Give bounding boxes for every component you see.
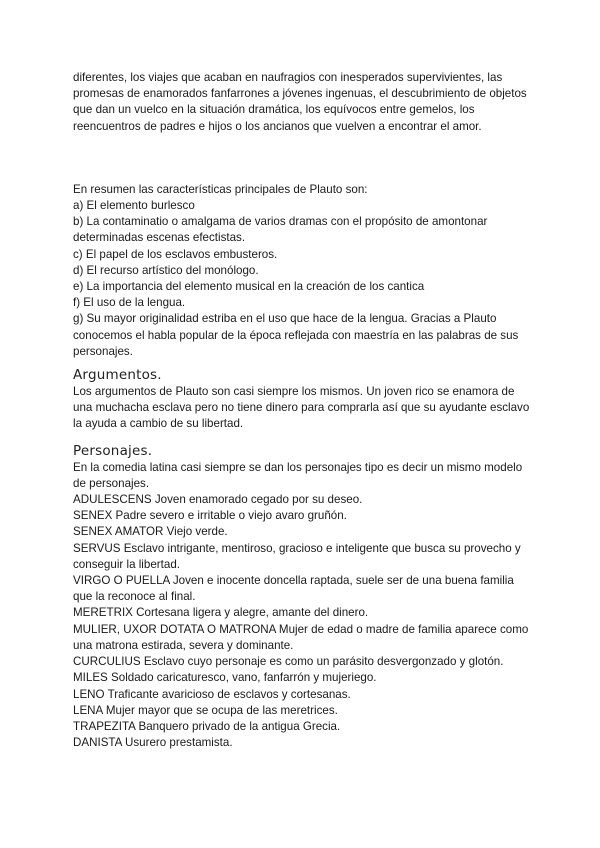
personaje-item: LENA Mujer mayor que se ocupa de las meretrices. bbox=[73, 703, 338, 717]
personaje-item: DANISTA Usurero prestamista. bbox=[73, 736, 233, 750]
personaje-item: MERETRIX Cortesana ligera y alegre, amante del dinero. bbox=[73, 606, 369, 620]
characteristics-section bbox=[73, 182, 533, 360]
characteristic-item: f) El uso de la lengua. bbox=[73, 296, 186, 310]
personaje-item: SERVUS Esclavo intrigante, mentiroso, gracioso e inteligente que busca su provecho y conseguir la libertad. bbox=[73, 541, 521, 571]
argumentos-heading: Argumentos. bbox=[73, 367, 162, 384]
characteristic-item: e) La importancia del elemento musical en la creación de los cantica bbox=[73, 280, 425, 294]
personaje-item: SENEX Padre severo e irritable o viejo avaro gruñón. bbox=[73, 509, 347, 523]
characteristic-item: d) El recurso artístico del monólogo. bbox=[73, 263, 259, 277]
personaje-item: LENO Traficante avaricioso de esclavos y cortesanas. bbox=[73, 687, 351, 701]
personajes-intro: En la comedia latina casi siempre se dan los personajes tipo es decir un mismo modelo de personajes. bbox=[73, 460, 523, 490]
personaje-item: VIRGO O PUELLA Joven e inocente doncella raptada, suele ser de una buena familia que la reconoce al final. bbox=[73, 574, 514, 604]
personajes-heading: Personajes. bbox=[73, 442, 153, 459]
characteristic-item: g) Su mayor originalidad estriba en el uso que hace de la lengua. Gracias a Plauto conocemos el habla popular de la época reflejada con maestría en las palabras de sus bbox=[73, 312, 519, 342]
document-page bbox=[73, 70, 533, 751]
personaje-item: TRAPEZITA Banquero privado de la antigua Grecia. bbox=[73, 719, 341, 733]
argumentos-text: Los argumentos de Plauto son casi siempre los mismos. Un joven rico se enamora de una muchacha esclava pero no tiene dinero para comprarla así que su ayudante esclavo la ayuda a cambio de su libertad. bbox=[73, 385, 530, 431]
characteristic-item: a) El elemento burlesco bbox=[73, 199, 195, 213]
personaje-item: CURCULIUS Esclavo cuyo personaje es como un parásito desvergonzado y glotón. bbox=[73, 655, 504, 669]
personaje-item: MULIER, UXOR DOTATA O MATRONA Mujer de edad o madre de familia aparece como una matrona estirada, severa y dominante. bbox=[73, 622, 529, 652]
characteristic-item: b) La contaminatio o amalgama de varios dramas con el propósito de amontonar determinadas escenas efectistas. bbox=[73, 215, 488, 245]
characteristic-item: personajes. bbox=[73, 344, 133, 358]
characteristics-intro: En resumen las características principales de Plauto son: bbox=[73, 182, 368, 196]
personajes-section bbox=[73, 460, 533, 752]
characteristic-item: c) El papel de los esclavos embusteros. bbox=[73, 247, 278, 261]
personaje-item: MILES Soldado caricaturesco, vano, fanfarrón y mujeriego. bbox=[73, 671, 377, 685]
intro-paragraph: diferentes, los viajes que acaban en naufragios con inesperados supervivientes, las promesas de enamorados fanfarrones a jóvenes ingenuas, el descubrimiento de objetos que dan un vuelco en la situación dramática, los equívocos entre gemelos, los reencuentros de padres e hijos o los ancianos que vuelven a encontrar el amor. bbox=[73, 71, 527, 133]
personaje-item: ADULESCENS Joven enamorado cegado por su deseo. bbox=[73, 493, 363, 507]
personaje-item: SENEX AMATOR Viejo verde. bbox=[73, 525, 228, 539]
